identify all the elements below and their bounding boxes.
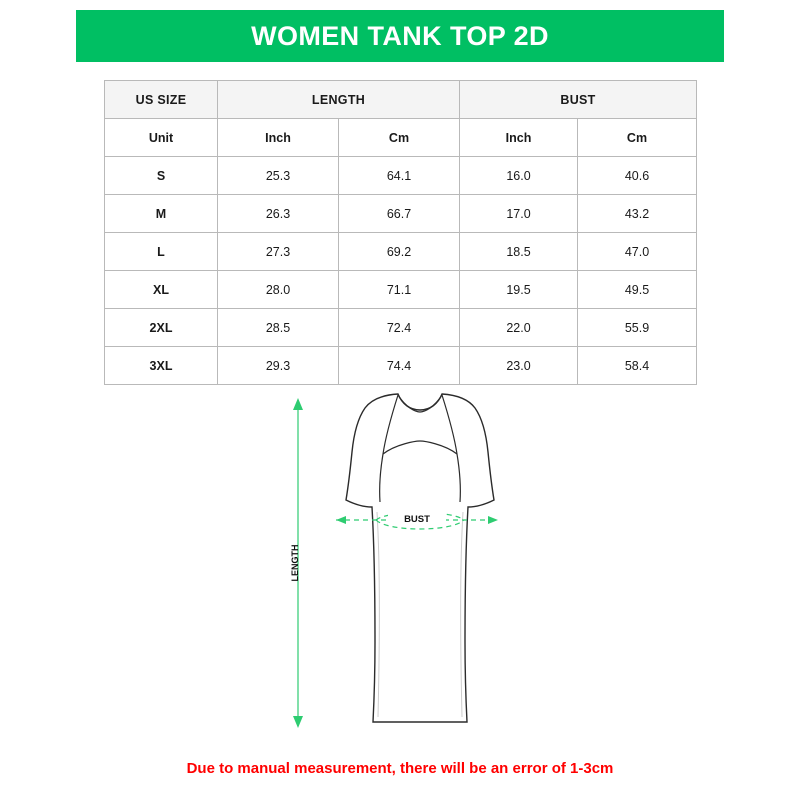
subheader-length-inch: Inch (218, 119, 339, 157)
row-length-inch: 27.3 (218, 233, 339, 271)
row-bust-inch: 23.0 (460, 347, 578, 385)
row-bust-inch: 17.0 (460, 195, 578, 233)
row-bust-cm: 58.4 (578, 347, 697, 385)
page-title: WOMEN TANK TOP 2D (251, 20, 549, 51)
row-length-inch: 25.3 (218, 157, 339, 195)
bust-label: BUST (404, 514, 430, 525)
row-length-cm: 66.7 (339, 195, 460, 233)
table-row (105, 195, 697, 233)
row-size: 3XL (105, 347, 218, 385)
length-label: LENGTH (290, 544, 300, 582)
subheader-bust-inch: Inch (460, 119, 578, 157)
row-size: L (105, 233, 218, 271)
row-size: XL (105, 271, 218, 309)
subheader-length-cm: Cm (339, 119, 460, 157)
row-size: M (105, 195, 218, 233)
row-bust-cm: 49.5 (578, 271, 697, 309)
table-row (105, 233, 697, 271)
header-banner (76, 10, 724, 62)
row-length-inch: 28.5 (218, 309, 339, 347)
row-bust-cm: 47.0 (578, 233, 697, 271)
row-length-cm: 64.1 (339, 157, 460, 195)
header-us-size: US SIZE (105, 81, 218, 119)
table-row (105, 347, 697, 385)
table-subheader-row (105, 119, 697, 157)
row-length-cm: 74.4 (339, 347, 460, 385)
row-bust-inch: 18.5 (460, 233, 578, 271)
row-length-cm: 71.1 (339, 271, 460, 309)
row-length-cm: 72.4 (339, 309, 460, 347)
row-length-inch: 29.3 (218, 347, 339, 385)
table-row (105, 309, 697, 347)
subheader-unit: Unit (105, 119, 218, 157)
tank-top-illustration (346, 394, 494, 722)
header-length: LENGTH (218, 81, 460, 119)
row-bust-cm: 40.6 (578, 157, 697, 195)
header-bust: BUST (460, 81, 697, 119)
size-table (104, 80, 697, 385)
subheader-bust-cm: Cm (578, 119, 697, 157)
row-length-cm: 69.2 (339, 233, 460, 271)
measurement-disclaimer: Due to manual measurement, there will be an error of 1-3cm (186, 760, 614, 777)
row-bust-inch: 16.0 (460, 157, 578, 195)
garment-figure (270, 392, 540, 737)
table-row (105, 271, 697, 309)
row-length-inch: 26.3 (218, 195, 339, 233)
row-bust-inch: 19.5 (460, 271, 578, 309)
row-bust-cm: 43.2 (578, 195, 697, 233)
table-group-header-row (105, 81, 697, 119)
row-size: 2XL (105, 309, 218, 347)
row-bust-cm: 55.9 (578, 309, 697, 347)
row-length-inch: 28.0 (218, 271, 339, 309)
table-row (105, 157, 697, 195)
row-bust-inch: 22.0 (460, 309, 578, 347)
row-size: S (105, 157, 218, 195)
